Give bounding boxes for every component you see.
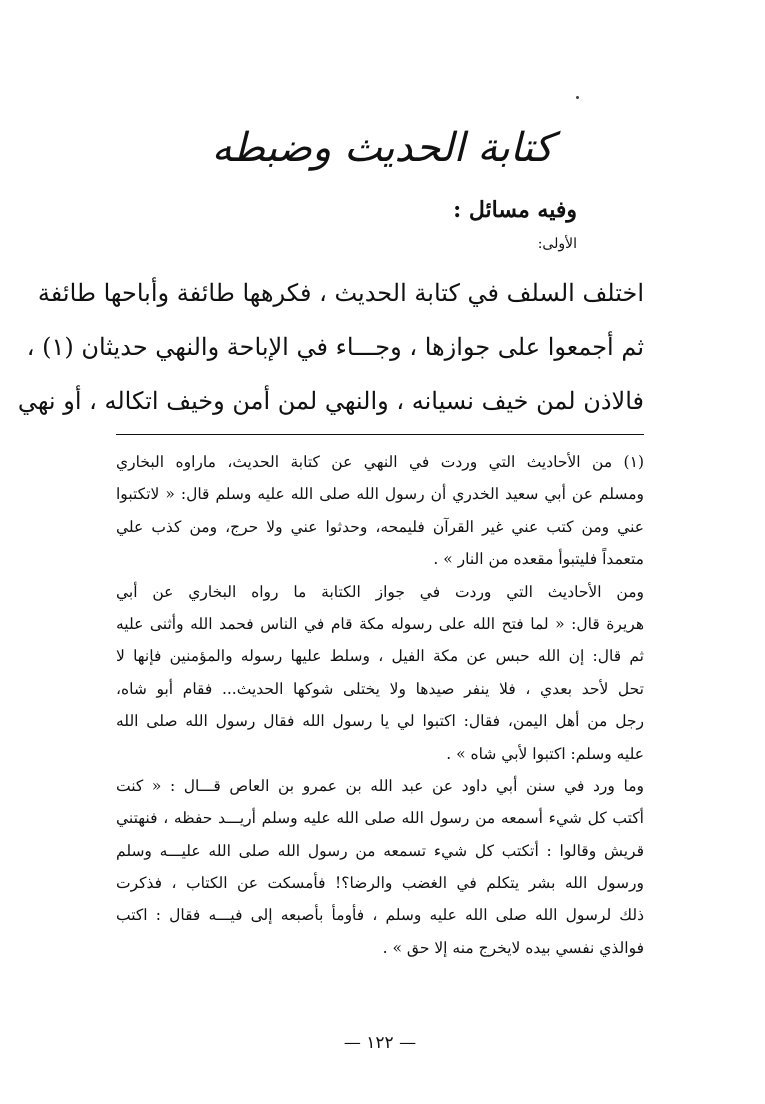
footnote-line: ذلك لرسول الله صلى الله عليه وسلم ، فأومأ بأصبعه إلى فيـــه فقال : اكتب xyxy=(116,906,644,925)
footnote-line: عني ومن كتب عني غير القرآن فليمحه، وحدثوا عني ولا حرج، ومن كذب علي xyxy=(116,517,644,536)
issue-label: الأولى: xyxy=(537,236,577,252)
footnote-line: فوالذي نفسي بيده لايخرج منه إلا حق » . xyxy=(382,938,644,957)
footnote-line: (١) من الأحاديث التي وردت في النهي عن كتابة الحديث، ماراوه البخاري xyxy=(116,453,644,471)
footnote-line: عليه وسلم: اكتبوا لأبي شاه » . xyxy=(446,744,644,763)
body-line: فالاذن لمن خيف نسيانه ، والنهي لمن أمن وخيف اتكاله ، أو نهي xyxy=(17,387,644,415)
footnote-separator xyxy=(116,434,644,435)
chapter-title: كتابة الحديث وضبطه xyxy=(211,125,554,171)
body-line: ثم أجمعوا على جوازها ، وجـــاء في الإباحة والنهي حديثان (١) ، xyxy=(26,333,644,361)
footnote-line: ورسول الله بشر يتكلم في الغضب والرضا؟! فأمسكت عن الكتاب ، فذكرت xyxy=(116,874,644,893)
footnote-line: هريرة قال: « لما فتح الله على رسوله مكة قام في الناس فحمد الله وأثنى عليه xyxy=(116,614,644,633)
footnote-line: تحل لأحد بعدي ، فلا ينفر صيدها ولا يختلى شوكها الحديث... فقام أبو شاه، xyxy=(116,679,644,698)
footnote-line: ومن الأحاديث التي وردت في جواز الكتابة ما رواه البخاري عن أبي xyxy=(116,582,644,601)
footnote-line: قريش وقالوا : أتكتب كل شيء تسمعه من رسول الله صلى الله عليـــه وسلم xyxy=(116,841,644,860)
footnote-line: ومسلم عن أبي سعيد الخدري أن رسول الله صلى الله عليه وسلم قال: « لاتكتبوا xyxy=(116,485,644,504)
footnote-line: وما ورد في سنن أبي داود عن عبد الله بن عمرو بن العاص قـــال : « كنت xyxy=(116,776,644,795)
main-text xyxy=(17,266,644,428)
print-speck xyxy=(576,96,579,99)
footnotes xyxy=(116,446,644,964)
footnote-line: ثم قال: إن الله حبس عن مكة الفيل ، وسلط عليها رسوله والمؤمنين فإنها لا xyxy=(116,647,644,666)
footnote-line: متعمداً فليتبوأ مقعده من النار » . xyxy=(433,550,644,569)
footnote-line: أكتب كل شيء أسمعه من رسول الله صلى الله عليه وسلم أريـــد حفظه ، فنهتني xyxy=(116,809,644,828)
body-line: اختلف السلف في كتابة الحديث ، فكرهها طائفة وأباحها طائفة xyxy=(37,279,644,307)
page-number: — ١٢٢ — xyxy=(343,1033,417,1053)
footnote-line: رجل من أهل اليمن، فقال: اكتبوا لي يا رسول الله فقال رسول الله صلى الله xyxy=(116,712,644,731)
section-intro: وفيه مسائل : xyxy=(453,197,577,223)
